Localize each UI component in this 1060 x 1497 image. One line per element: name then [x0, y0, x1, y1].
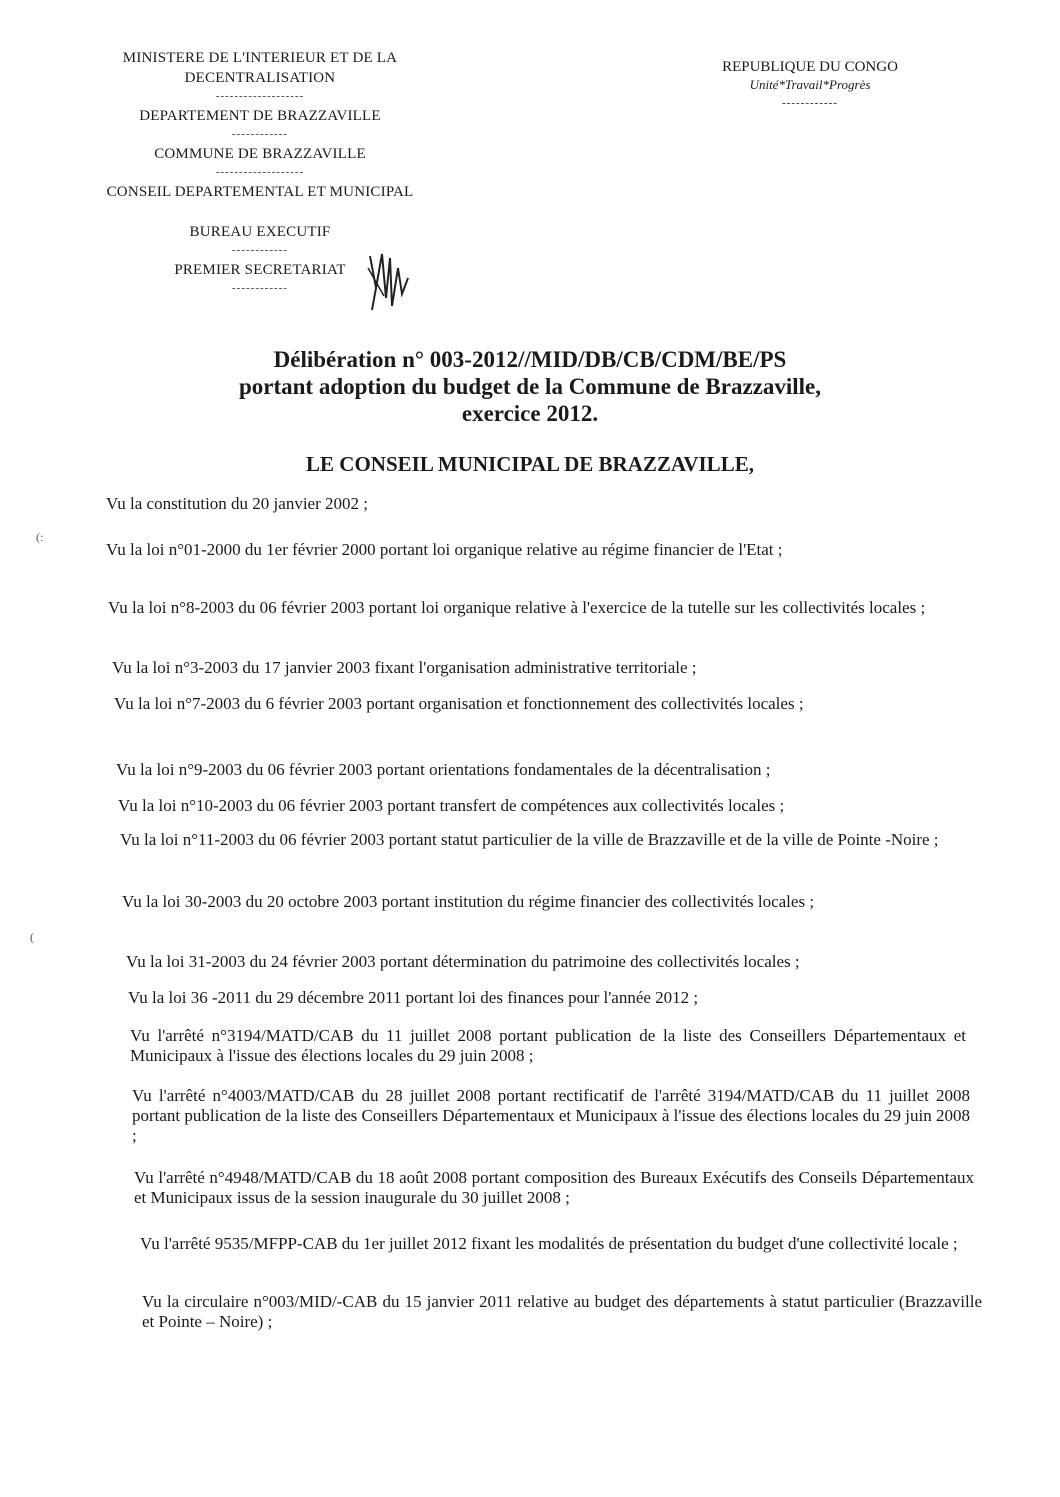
national-motto: Unité*Travail*Progrès	[749, 77, 871, 92]
separator: ------------	[782, 97, 838, 109]
visa-item: Vu la circulaire n°003/MID/-CAB du 15 janvier 2011 relative au budget des départements à statut particulier (Brazzaville et Pointe – Noire) ;	[142, 1292, 982, 1331]
deliberation-number: Délibération n° 003-2012//MID/DB/CB/CDM/BE/PS	[273, 347, 787, 372]
separator: ------------	[232, 282, 288, 294]
republic-name: REPUBLIQUE DU CONGO	[722, 59, 898, 75]
ministry-line-1: MINISTERE DE L'INTERIEUR ET DE LA	[122, 50, 398, 66]
council-heading: LE CONSEIL MUNICIPAL DE BRAZZAVILLE,	[306, 452, 754, 476]
visa-item: Vu la constitution du 20 janvier 2002 ;	[106, 494, 368, 513]
bureau-line: BUREAU EXECUTIF	[189, 224, 331, 240]
department-line: DEPARTEMENT DE BRAZZAVILLE	[139, 108, 381, 124]
visa-item: Vu l'arrêté n°4003/MATD/CAB du 28 juillet 2008 portant rectificatif de l'arrêté 3194/MATD/CAB du 11 juillet 2008 portant publication de la liste des Conseillers Départementaux et Municipaux à l'issue des élections locales du 29 juin 2008 ;	[132, 1086, 970, 1145]
visa-item: Vu la loi n°9-2003 du 06 février 2003 portant orientations fondamentales de la décentralisation ;	[116, 760, 771, 779]
visa-item: Vu la loi n°01-2000 du 1er février 2000 portant loi organique relative au régime financier de l'Etat ;	[106, 540, 783, 559]
deliberation-subject: portant adoption du budget de la Commune de Brazzaville,	[238, 374, 822, 399]
separator: -------------------	[215, 90, 305, 102]
separator: -------------------	[215, 166, 305, 178]
visa-item: Vu la loi 30-2003 du 20 octobre 2003 portant institution du régime financier des collectivités locales ;	[122, 892, 815, 911]
secretariat-line: PREMIER SECRETARIAT	[174, 262, 346, 278]
visa-item: Vu l'arrêté n°3194/MATD/CAB du 11 juillet 2008 portant publication de la liste des Conseillers Départementaux et Municipaux à l'issue des élections locales du 29 juin 2008 ;	[130, 1026, 966, 1065]
visa-item: Vu l'arrêté n°4948/MATD/CAB du 18 août 2008 portant composition des Bureaux Exécutifs des Conseils Départementaux et Municipaux issus de la session inaugurale du 30 juillet 2008 ;	[134, 1168, 974, 1207]
visa-item: Vu la loi n°11-2003 du 06 février 2003 portant statut particulier de la ville de Brazzaville et de la ville de Pointe -Noire ;	[120, 830, 939, 849]
fiscal-year: exercice 2012.	[461, 401, 599, 426]
visa-item: Vu la loi n°7-2003 du 6 février 2003 portant organisation et fonctionnement des collectivités locales ;	[114, 694, 804, 713]
ministry-line-2: DECENTRALISATION	[184, 70, 336, 86]
separator: ------------	[232, 244, 288, 256]
visa-item: Vu la loi n°3-2003 du 17 janvier 2003 fixant l'organisation administrative territoriale ;	[112, 658, 697, 677]
visa-item: Vu la loi n°10-2003 du 06 février 2003 portant transfert de compétences aux collectivités locales ;	[118, 796, 785, 815]
republic-block	[700, 58, 920, 112]
scan-mark: (	[30, 930, 34, 944]
deliberation-title	[120, 346, 940, 427]
council-line: CONSEIL DEPARTEMENTAL ET MUNICIPAL	[106, 184, 414, 200]
visa-item: Vu la loi 36 -2011 du 29 décembre 2011 portant loi des finances pour l'année 2012 ;	[128, 988, 699, 1007]
commune-line: COMMUNE DE BRAZZAVILLE	[154, 146, 366, 162]
separator: ------------	[232, 128, 288, 140]
handwritten-signature	[362, 248, 412, 318]
scan-mark: (:	[36, 530, 44, 544]
visa-item: Vu la loi n°8-2003 du 06 février 2003 portant loi organique relative à l'exercice de la tutelle sur les collectivités locales ;	[108, 598, 926, 617]
visa-item: Vu la loi 31-2003 du 24 février 2003 portant détermination du patrimoine des collectivités locales ;	[126, 952, 800, 971]
visa-item: Vu l'arrêté 9535/MFPP-CAB du 1er juillet 2012 fixant les modalités de présentation du budget d'une collectivité locale ;	[140, 1234, 958, 1253]
